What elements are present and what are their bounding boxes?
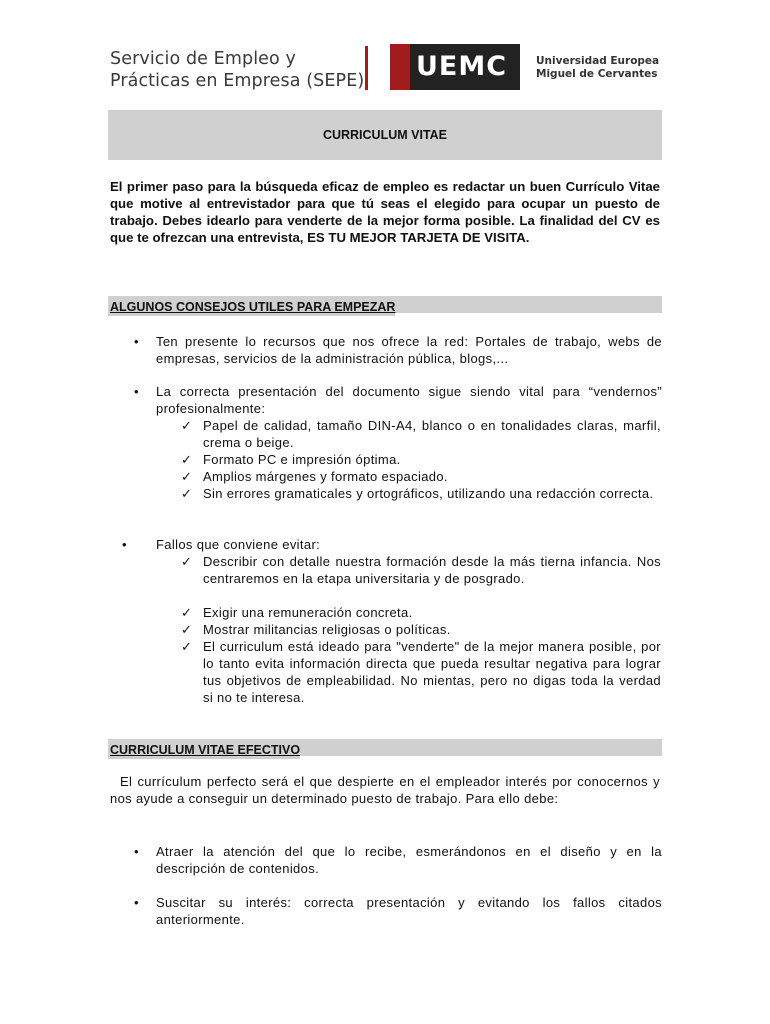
university-line-1: Universidad Europea: [536, 55, 660, 67]
bullet-icon: •: [134, 844, 139, 859]
list-item: [134, 894, 662, 928]
check-item-text: Amplios márgenes y formato espaciado.: [203, 469, 448, 484]
check-item-text: El curriculum está ideado para "venderte" de la mejor manera posible, por lo tanto evita información directa que pueda resultar negativa para lograr tus objetivos de empleabilidad. No mientas, pero no digas toda la verdad si no te interesa.: [203, 639, 661, 705]
bullet-icon: •: [134, 895, 139, 910]
list-item: [134, 333, 662, 367]
check-item: [181, 417, 661, 451]
university-name: [536, 55, 659, 81]
header-divider: [365, 46, 368, 90]
check-item: [181, 485, 661, 502]
university-line-2: Miguel de Cervantes: [536, 68, 658, 80]
list-item-text: Ten presente lo recursos que nos ofrece la red: Portales de trabajo, webs de empresas, servicios de la administración pública, blogs,...: [156, 334, 662, 366]
section-heading-text: CURRICULUM VITAE EFECTIVO: [110, 743, 301, 757]
check-item-text: Papel de calidad, tamaño DIN-A4, blanco o en tonalidades claras, marfil, crema o beige.: [203, 418, 661, 450]
check-item-text: Sin errores gramaticales y ortográficos, utilizando una redacción correcta.: [203, 486, 654, 501]
bullet-icon: •: [134, 384, 139, 399]
check-item-text: Formato PC e impresión óptima.: [203, 452, 401, 467]
logo-text: UEMC: [416, 51, 508, 82]
section-heading-consejos: [108, 296, 662, 313]
list-item-text: La correcta presentación del documento sigue siendo vital para “vendernos” profesionalmente:: [156, 384, 662, 416]
check-item: [181, 621, 661, 638]
check-item: [181, 638, 661, 706]
uemc-logo: [390, 44, 520, 90]
checkmark-icon: ✓: [181, 469, 193, 484]
title-band: [108, 110, 662, 160]
check-item: [181, 604, 661, 621]
checkmark-icon: ✓: [181, 554, 193, 569]
sepe-logo-text: [110, 48, 364, 92]
list-item-text: Fallos que conviene evitar:: [156, 537, 321, 552]
document-title: CURRICULUM VITAE: [322, 128, 448, 142]
checkmark-icon: ✓: [181, 639, 193, 654]
checkmark-icon: ✓: [181, 418, 193, 433]
check-item: [181, 451, 661, 468]
list-item: [134, 383, 662, 417]
checkmark-icon: ✓: [181, 605, 193, 620]
intro-paragraph: El primer paso para la búsqueda eficaz de empleo es redactar un buen Currículo Vitae que motive al entrevistador para que tú seas el elegido para ocupar un puesto de trabajo. Debes idearlo para venderte de la mejor forma posible. La finalidad del CV es que te ofrezcan una entrevista, ES TU MEJOR TARJETA DE VISITA.: [110, 179, 660, 245]
checkmark-icon: ✓: [181, 622, 193, 637]
list-item: [134, 843, 662, 877]
bullet-icon: •: [134, 334, 139, 349]
section-heading-text: ALGUNOS CONSEJOS UTILES PARA EMPEZAR: [110, 300, 396, 314]
list-item: [122, 536, 662, 553]
sepe-line-1: Servicio de Empleo y: [110, 49, 296, 69]
list-item-text: Suscitar su interés: correcta presentación y evitando los fallos citados anteriormente.: [156, 895, 662, 927]
cv-efectivo-paragraph: El currículum perfecto será el que despierte en el empleador interés por conocernos y nos ayude a conseguir un determinado puesto de trabajo. Para ello debe:: [110, 774, 660, 806]
check-item-text: Mostrar militancias religiosas o políticas.: [203, 622, 451, 637]
check-item: [181, 468, 661, 485]
document-header: [110, 44, 662, 94]
checkmark-icon: ✓: [181, 486, 193, 501]
list-item-text: Atraer la atención del que lo recibe, esmerándonos en el diseño y en la descripción de contenidos.: [156, 844, 662, 876]
bullet-icon: •: [122, 537, 127, 552]
sepe-line-2: Prácticas en Empresa (SEPE): [110, 71, 365, 91]
logo-red-bar: [390, 44, 410, 90]
check-item-text: Describir con detalle nuestra formación desde la más tierna infancia. Nos centraremos en la etapa universitaria y de posgrado.: [203, 554, 661, 586]
check-item-text: Exigir una remuneración concreta.: [203, 605, 413, 620]
checkmark-icon: ✓: [181, 452, 193, 467]
check-item: [181, 553, 661, 587]
section-heading-cv-efectivo: [108, 739, 662, 756]
